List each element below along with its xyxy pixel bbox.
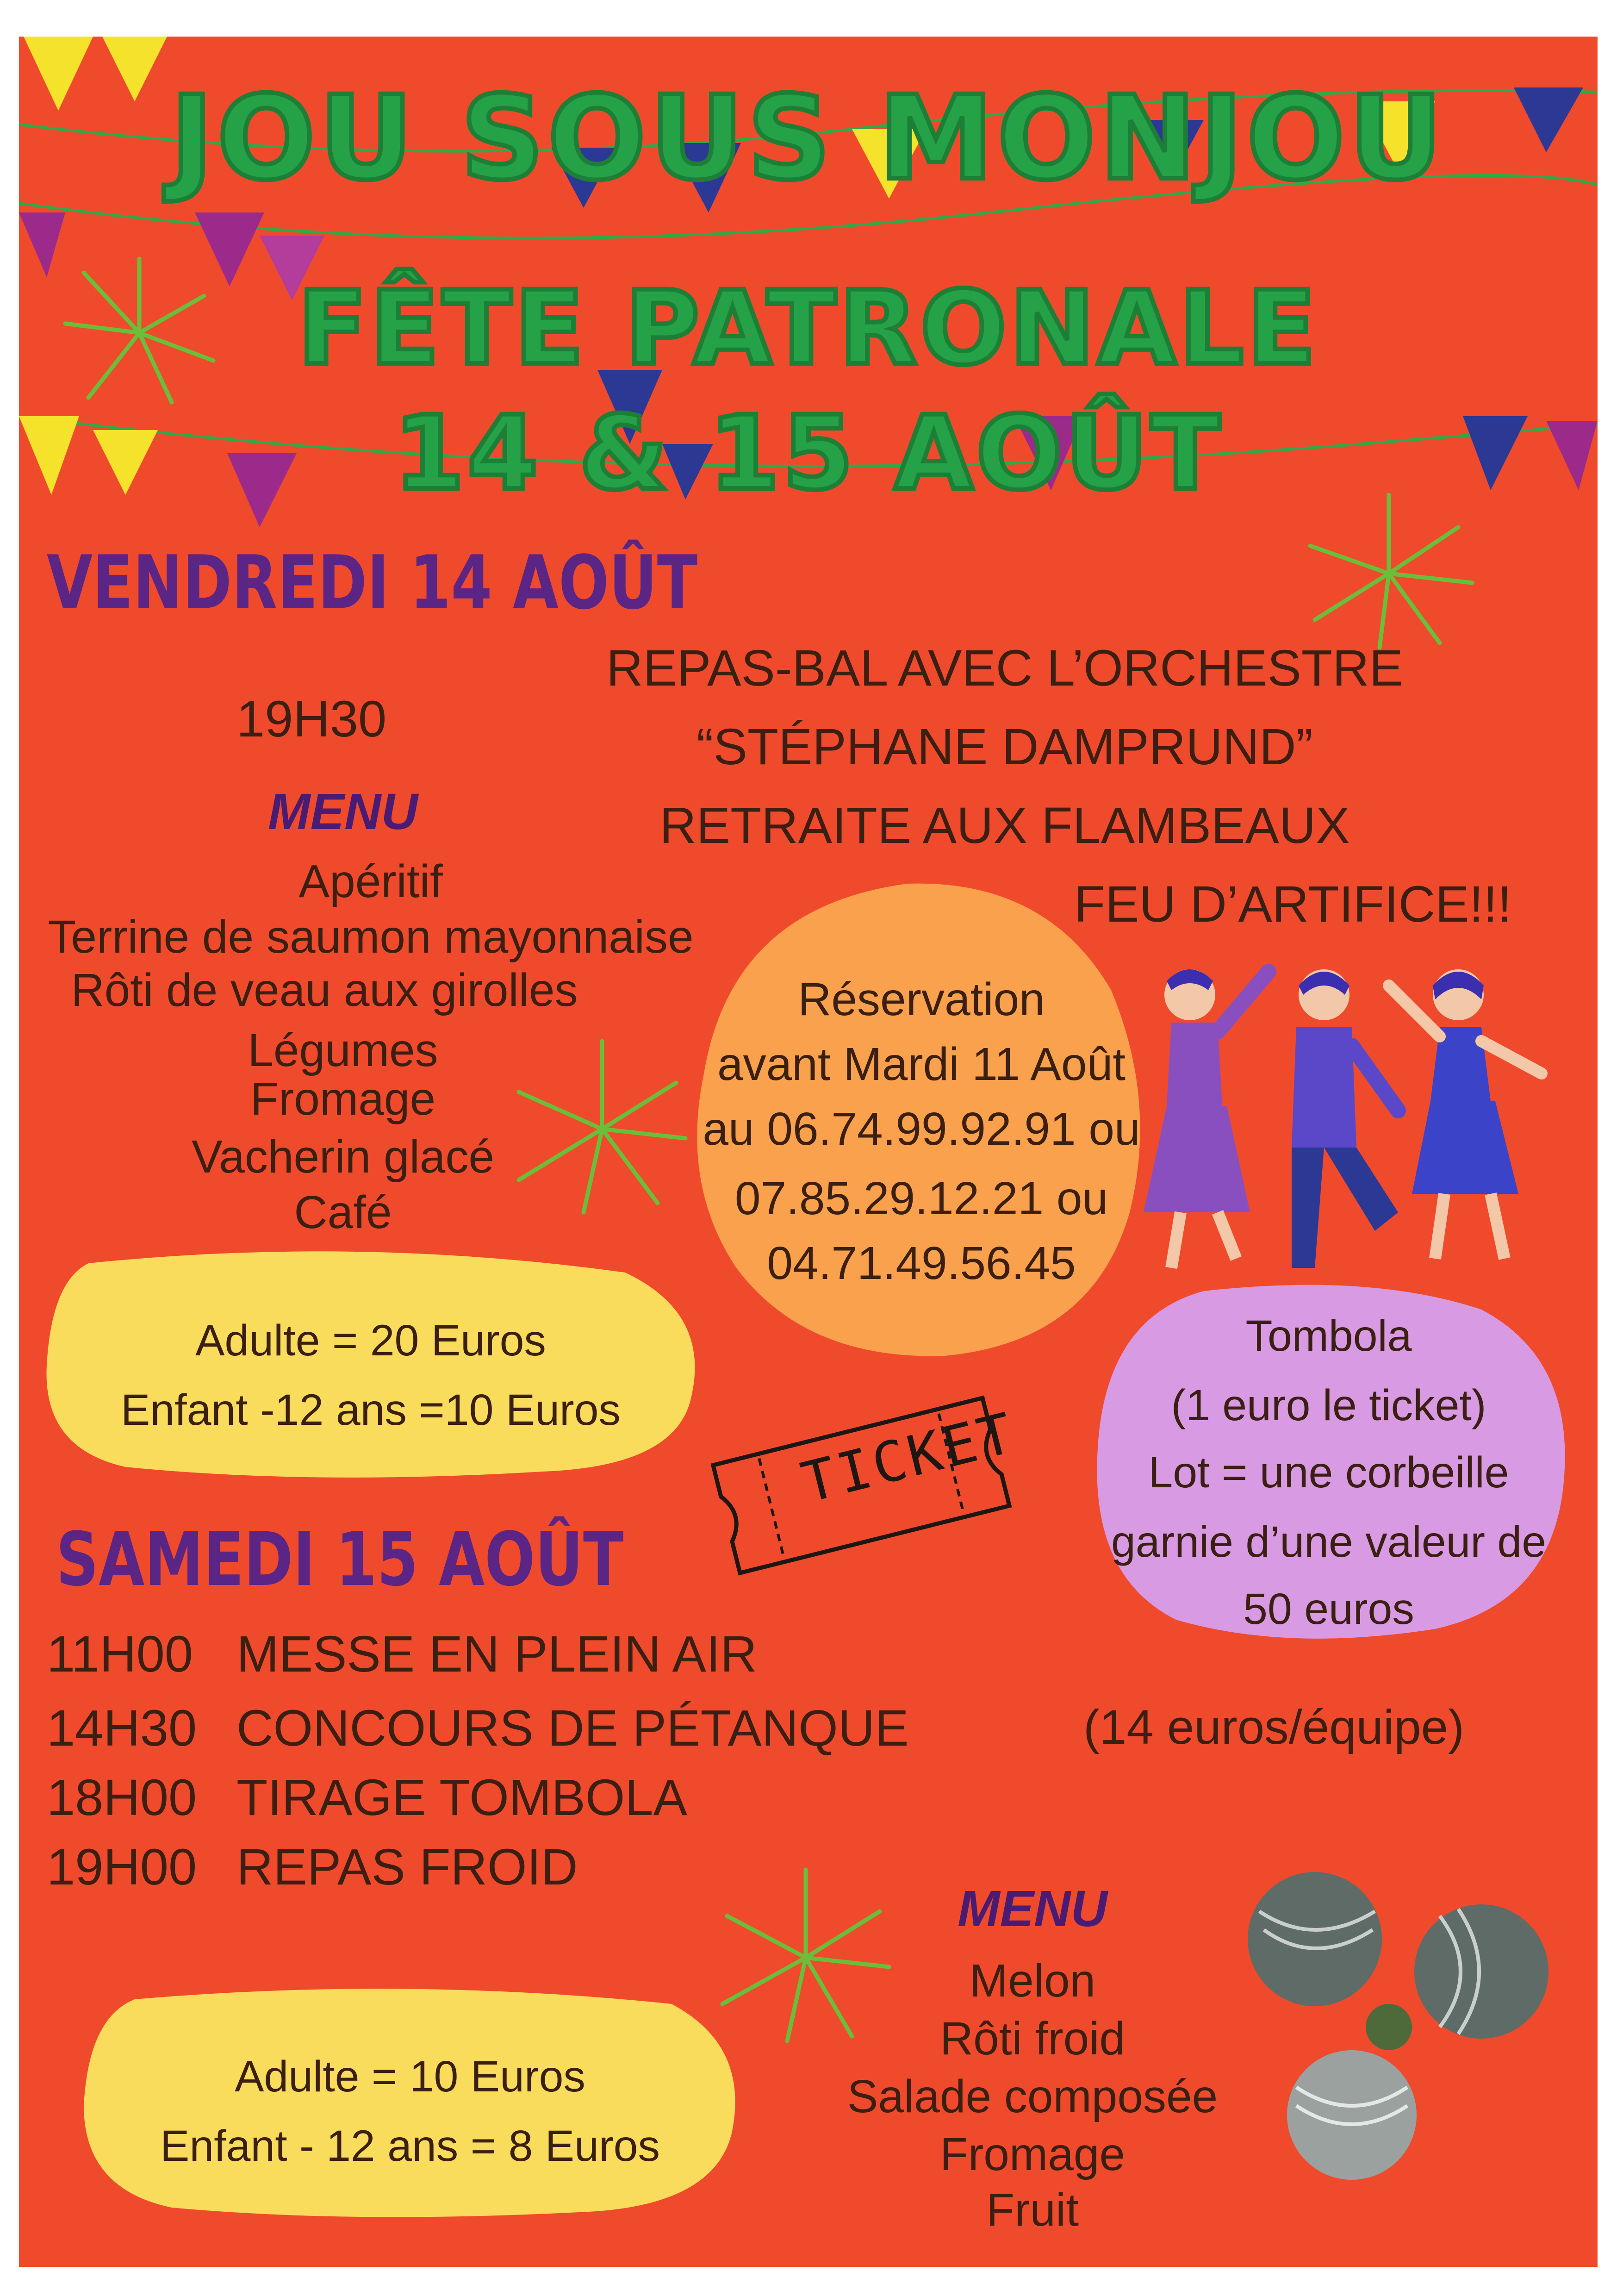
reservation-line: 04.71.49.56.45 [767, 1237, 1076, 1289]
poster [19, 37, 1598, 2267]
reservation-line: 07.85.29.12.21 ou [734, 1173, 1108, 1224]
saturday-menu-title: MENU [958, 1880, 1107, 1937]
friday-time: 19H30 [236, 691, 387, 748]
ticket-label: TICKET [795, 1400, 1022, 1516]
schedule-event: MESSE EN PLEIN AIR [236, 1626, 757, 1683]
village-title: JOU SOUS MONJOU [170, 71, 1447, 206]
friday-menu-item: Légumes [248, 1024, 438, 1076]
friday-price-child: Enfant -12 ans =10 Euros [120, 1385, 621, 1435]
friday-day-title: VENDREDI 14 AOÛT [47, 539, 698, 626]
friday-menu-item: Vacherin glacé [191, 1131, 495, 1183]
event-title: FÊTE PATRONALE [297, 269, 1319, 387]
saturday-price-blob [70, 1981, 750, 2221]
friday-menu-item: Fromage [250, 1073, 436, 1125]
tombola-line: Tombola [1245, 1311, 1412, 1360]
saturday-menu-item: Rôti froid [939, 2013, 1126, 2065]
tombola-line: 50 euros [1243, 1585, 1414, 1634]
saturday-menu-item: Fromage [939, 2128, 1126, 2180]
reservation-line: Réservation [798, 973, 1045, 1025]
dates-title: 14 & 15 AOÛT [393, 394, 1223, 512]
schedule-time: 14H30 [47, 1700, 197, 1757]
schedule-time: 18H00 [47, 1769, 197, 1826]
saturday-schedule [47, 1626, 1065, 1925]
schedule-time: 11H00 [47, 1626, 193, 1683]
saturday-price-adult: Adulte = 10 Euros [235, 2052, 585, 2101]
saturday-menu-item: Melon [969, 1955, 1096, 2007]
tombola-line: (1 euro le ticket) [1171, 1381, 1486, 1430]
friday-program-1: REPAS-BAL AVEC L’ORCHESTRE [606, 640, 1403, 697]
friday-program-2: “STÉPHANE DAMPRUND” [696, 718, 1313, 775]
saturday-day-title: SAMEDI 15 AOÛT [56, 1516, 624, 1603]
friday-menu-item: Terrine de saumon mayonnaise [48, 911, 694, 963]
saturday-menu-item: Salade composée [847, 2071, 1218, 2122]
friday-menu-item: Apéritif [298, 855, 443, 907]
petanque-price: (14 euros/équipe) [1083, 1700, 1465, 1754]
reservation-line: au 06.74.99.92.91 ou [703, 1103, 1140, 1155]
friday-program-3: RETRAITE AUX FLAMBEAUX [659, 797, 1350, 854]
schedule-event: REPAS FROID [236, 1839, 578, 1896]
friday-program-4: FEU D’ARTIFICE!!! [1074, 876, 1512, 933]
tombola-line: garnie d’une valeur de [1111, 1517, 1547, 1566]
schedule-event: TIRAGE TOMBOLA [236, 1769, 687, 1826]
saturday-price-child: Enfant - 12 ans = 8 Euros [160, 2121, 660, 2171]
dancers-illustration [1139, 953, 1555, 1277]
friday-menu-item: Rôti de veau aux girolles [71, 964, 578, 1016]
petanque-balls-illustration [1241, 1856, 1565, 2180]
tombola-line: Lot = une corbeille [1148, 1448, 1509, 1497]
schedule-event: CONCOURS DE PÉTANQUE [236, 1700, 909, 1757]
friday-price-blob [33, 1245, 709, 1485]
friday-menu-title: MENU [268, 783, 418, 840]
friday-price-adult: Adulte = 20 Euros [195, 1316, 546, 1365]
schedule-time: 19H00 [47, 1839, 197, 1896]
reservation-line: avant Mardi 11 Août [717, 1038, 1126, 1090]
saturday-menu-item: Fruit [986, 2184, 1079, 2236]
friday-menu-item: Café [294, 1186, 392, 1238]
